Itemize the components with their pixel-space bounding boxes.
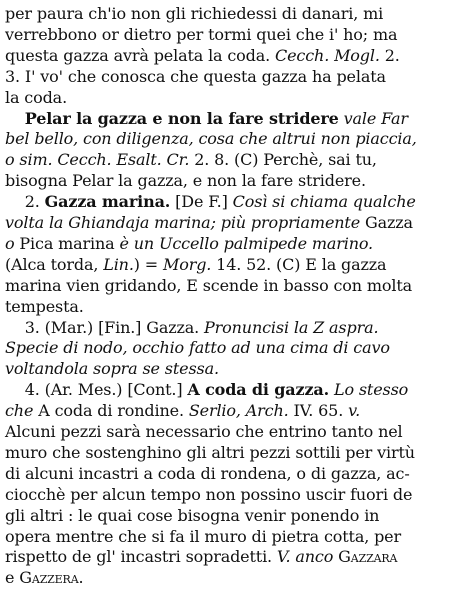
text-line — [5, 443, 468, 464]
text-line — [5, 192, 468, 213]
text-run: Specie di nodo, occhio fatto ad una cima di cavo — [5, 338, 390, 358]
text-run: di alcuni incastri a coda di rondena, o di gazza, ac- — [5, 463, 410, 483]
text-run: Alcuni pezzi sarà necessario che entrino tanto nel — [5, 422, 403, 441]
text-run: Morg. — [163, 254, 212, 274]
text-line — [5, 568, 468, 589]
text-run: A coda di rondine. — [33, 401, 189, 421]
text-run: . — [78, 568, 84, 588]
text-line — [5, 297, 468, 318]
text-line — [5, 276, 468, 297]
text-run: verrebbono or dietro per tormi quei che i' ho; ma — [5, 24, 398, 44]
text-run: vale Far — [338, 108, 408, 128]
text-run: 14. 52. (C) E la gazza — [211, 254, 387, 274]
text-run: [De F.] — [170, 192, 233, 212]
text-run: che — [5, 401, 34, 421]
text-run: 2. — [379, 45, 400, 65]
text-run: V. anco — [276, 547, 334, 567]
text-run: Cecch. Mogl. — [275, 45, 380, 65]
text-run: Serlio, Arch. — [188, 401, 289, 421]
text-run: volta la Ghiandaja marina; più propriamente — [5, 213, 361, 232]
text-run: Lin. — [103, 254, 134, 274]
text-run: Gazza — [360, 213, 413, 232]
text-line — [5, 213, 468, 234]
text-line — [5, 338, 468, 359]
text-line — [5, 422, 468, 443]
text-line — [5, 234, 468, 255]
text-run: bisogna Pelar la gazza, e non la fare stridere. — [5, 171, 366, 191]
text-run: 2. — [5, 192, 45, 212]
text-run: A coda di gazza. — [187, 380, 330, 400]
text-line — [5, 506, 468, 527]
text-run: muro che sostenghino gli altri pezzi sottili per virtù — [5, 442, 415, 462]
text-run: Gazzera — [19, 568, 79, 588]
text-line — [5, 4, 468, 25]
text-run: Pelar la gazza e non la fare stridere — [24, 108, 339, 128]
text-run: Gazzara — [333, 547, 398, 567]
text-line — [5, 359, 468, 380]
text-run: o — [5, 233, 15, 253]
text-line — [5, 109, 468, 130]
text-run: Gazza marina. — [44, 192, 171, 212]
text-run: (Alca torda, — [5, 254, 104, 274]
text-line — [5, 46, 468, 67]
text-line — [5, 464, 468, 485]
text-run: per paura ch'io non gli richiedessi di danari, mi — [5, 4, 384, 23]
text-run: 3. I' vo' che conosca che questa gazza ha pelata — [5, 66, 386, 86]
text-run: questa gazza avrà pelata la coda. — [5, 45, 276, 65]
text-run: tempesta. — [5, 296, 84, 316]
text-run: ciocchè per alcun tempo non possino uscir fuori de — [5, 484, 413, 504]
text-run: e — [5, 568, 20, 588]
text-line — [5, 318, 468, 339]
text-run: Pica marina — [14, 233, 120, 253]
text-line — [5, 255, 468, 276]
text-run: o sim. Cecch. Esalt. Cr. — [5, 150, 190, 170]
text-run: voltandola sopra se stessa. — [5, 359, 219, 379]
text-run: 3. (Mar.) [Fin.] Gazza. — [5, 317, 205, 337]
text-line — [5, 150, 468, 171]
text-line — [5, 527, 468, 548]
text-run: 4. (Ar. Mes.) [Cont.] — [5, 380, 188, 400]
text-line — [5, 547, 468, 568]
text-line — [5, 25, 468, 46]
text-run: Lo stesso — [329, 380, 409, 400]
text-line — [5, 485, 468, 506]
text-run: opera mentre che si fa il muro di pietra cotta, per — [5, 526, 401, 546]
text-run: gli altri : le quai cose bisogna venir ponendo in — [5, 505, 380, 525]
text-line — [5, 67, 468, 88]
text-run: rispetto de gl' incastri sopradetti. — [5, 547, 277, 567]
text-line — [5, 171, 468, 192]
text-run: v. — [348, 401, 361, 421]
text-run: IV. 65. — [288, 401, 349, 421]
text-line — [5, 380, 468, 401]
text-line — [5, 401, 468, 422]
text-line — [5, 88, 468, 109]
text-run: Così si chiama qualche — [232, 192, 416, 212]
text-run: marina vien gridando, E scende in basso con molta — [5, 275, 413, 295]
text-run: bel bello, con diligenza, cosa che altrui non piaccia, — [5, 129, 417, 149]
text-run: 2. 8. (C) Perchè, sai tu, — [189, 150, 377, 170]
text-run: la coda. — [5, 87, 68, 107]
text-run — [5, 109, 25, 128]
text-run: Pronuncisi la Z aspra. — [204, 317, 379, 337]
text-run: ) = — [133, 254, 163, 274]
text-run: è un Uccello palmipede marino. — [119, 233, 373, 253]
text-line — [5, 129, 468, 150]
